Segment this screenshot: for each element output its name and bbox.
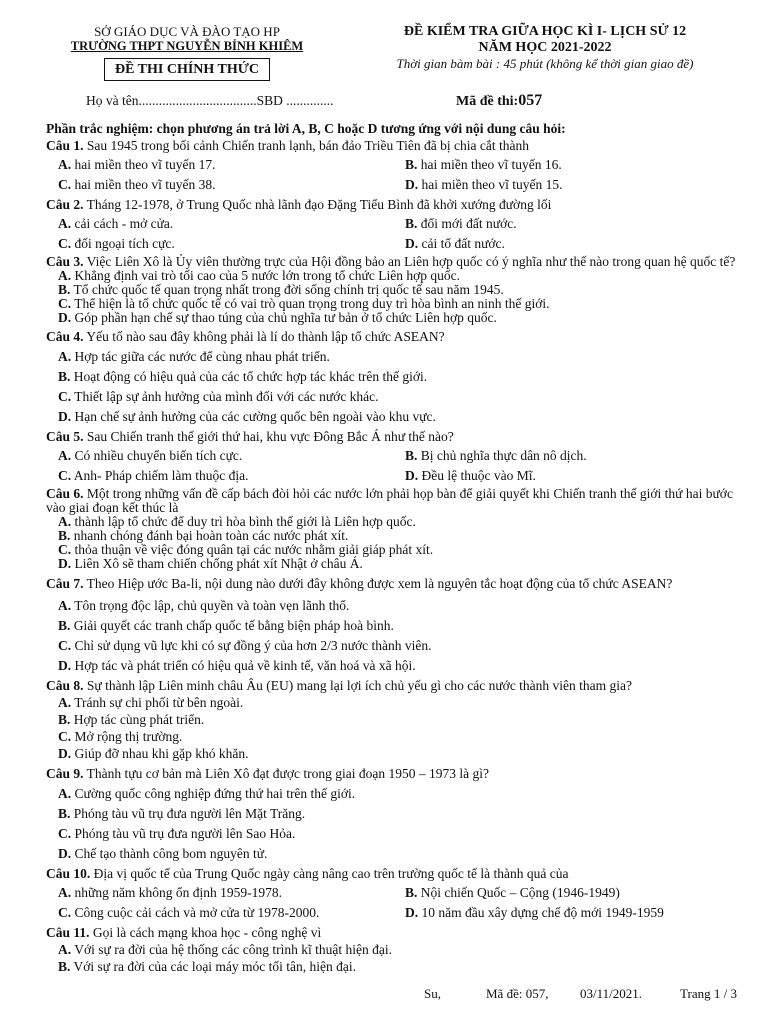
- option-text: những năm không ổn định 1959-1978.: [71, 885, 283, 900]
- option-letter: A.: [58, 786, 72, 801]
- question-number: Câu 4.: [46, 329, 84, 344]
- question-1: [46, 137, 746, 193]
- option-text: Liên Xô sẽ tham chiến chống phát xít Nhật ở châu Á.: [71, 556, 363, 571]
- option-b: [58, 805, 746, 822]
- question-stem: [46, 428, 746, 445]
- question-text: Sau 1945 trong bối cảnh Chiến tranh lạnh, bán đảo Triều Tiên đã bị chia cắt thành: [83, 138, 529, 153]
- option-text: Tránh sự chi phối từ bên ngoài.: [71, 695, 244, 710]
- department-name: SỞ GIÁO DỤC VÀ ĐÀO TẠO HP: [94, 24, 280, 39]
- option-a: [58, 447, 405, 464]
- option-letter: A.: [58, 885, 72, 900]
- question-text: Gọi là cách mạng khoa học - công nghệ vì: [89, 925, 322, 940]
- option-text: Chỉ sử dụng vũ lực khi có sự đồng ý của hơn 2/3 nước thành viên.: [71, 638, 432, 653]
- option-letter: A.: [58, 695, 72, 710]
- option-letter: D.: [405, 905, 419, 920]
- option-letter: A.: [58, 448, 72, 463]
- option-d: [405, 176, 752, 193]
- option-letter: D.: [58, 310, 72, 325]
- option-a: [58, 515, 746, 529]
- question-number: Câu 11.: [46, 925, 90, 940]
- option-text: Góp phần hạn chế sự thao túng của chủ nghĩa tư bản ở tổ chức Liên hợp quốc.: [71, 310, 497, 325]
- options: [58, 269, 746, 325]
- option-letter: A.: [58, 216, 72, 231]
- option-text: Anh- Pháp chiếm làm thuộc địa.: [71, 468, 249, 483]
- option-text: hai miền theo vĩ tuyến 16.: [417, 157, 562, 172]
- option-b: [58, 368, 746, 385]
- option-letter: A.: [58, 598, 72, 613]
- question-list: [46, 137, 746, 978]
- footer-code: Mã đề: 057,: [486, 986, 549, 1001]
- option-text: Phóng tàu vũ trụ đưa người lên Sao Hỏa.: [71, 826, 296, 841]
- option-letter: D.: [405, 236, 419, 251]
- option-letter: B.: [58, 618, 71, 633]
- option-letter: B.: [405, 885, 418, 900]
- option-text: Hợp tác và phát triển có hiệu quả về kinh tế, văn hoá và xã hội.: [71, 658, 416, 673]
- option-text: Tôn trọng độc lập, chủ quyền và toàn vẹn lãnh thổ.: [71, 598, 350, 613]
- option-letter: D.: [58, 846, 72, 861]
- question-9: [46, 765, 746, 862]
- option-letter: D.: [58, 409, 72, 424]
- question-10: [46, 865, 746, 921]
- question-11: [46, 924, 746, 975]
- option-text: Phóng tàu vũ trụ đưa người lên Mặt Trăng.: [70, 806, 306, 821]
- option-b: [405, 215, 752, 232]
- option-letter: B.: [405, 216, 418, 231]
- option-c: [58, 825, 746, 842]
- option-b: [58, 283, 746, 297]
- question-stem: [46, 137, 746, 154]
- option-text: Thiết lập sự ảnh hưởng của mình đối với các nước khác.: [71, 389, 379, 404]
- option-letter: C.: [58, 177, 72, 192]
- option-text: Giải quyết các tranh chấp quốc tế bằng biện pháp hoà bình.: [70, 618, 394, 633]
- question-text: Địa vị quốc tế của Trung Quốc ngày càng nâng cao trên trường quốc tế là thành quả của: [90, 866, 569, 881]
- option-letter: D.: [405, 468, 419, 483]
- option-text: hai miền theo vĩ tuyến 38.: [71, 177, 216, 192]
- option-b: [58, 529, 746, 543]
- option-d: [405, 904, 752, 921]
- school-year: NĂM HỌC 2021-2022: [478, 40, 612, 55]
- option-a: [58, 597, 746, 614]
- option-d: [405, 235, 752, 252]
- option-text: thành lập tổ chức để duy trì hòa bình thế giới là Liên hợp quốc.: [71, 514, 416, 529]
- question-8: [46, 677, 746, 762]
- option-text: Tổ chức quốc tế quan trọng nhất trong đời sống chính trị quốc tế sau năm 1945.: [70, 282, 504, 297]
- option-letter: A.: [58, 349, 72, 364]
- question-4: [46, 328, 746, 425]
- question-number: Câu 5.: [46, 429, 84, 444]
- options: [58, 348, 746, 425]
- option-letter: C.: [58, 542, 72, 557]
- question-number: Câu 8.: [46, 678, 84, 693]
- option-c: [58, 904, 405, 921]
- option-text: Nội chiến Quốc – Cộng (1946-1949): [417, 885, 620, 900]
- exam-code-label: Mã đề thi:: [456, 94, 519, 109]
- option-letter: D.: [58, 658, 72, 673]
- option-text: Có nhiều chuyển biến tích cực.: [71, 448, 243, 463]
- exam-title: ĐỀ KIỂM TRA GIỮA HỌC KÌ I- LỊCH SỬ 12: [403, 24, 687, 39]
- option-d: [58, 408, 746, 425]
- option-letter: B.: [405, 157, 418, 172]
- question-number: Câu 9.: [46, 766, 84, 781]
- option-b: [405, 156, 752, 173]
- option-letter: B.: [58, 528, 71, 543]
- option-b: [58, 958, 746, 975]
- option-c: [58, 388, 746, 405]
- question-number: Câu 10.: [46, 866, 91, 881]
- student-info-line: Họ và tên...................................SBD ..............: [86, 93, 334, 108]
- option-text: hai miền theo vĩ tuyến 17.: [71, 157, 216, 172]
- question-number: Câu 2.: [46, 197, 84, 212]
- options: [58, 215, 746, 252]
- option-text: Thể hiện là tổ chức quốc tế có vai trò quan trọng trong duy trì hòa bình an ninh thế giới.: [71, 296, 550, 311]
- option-letter: D.: [405, 177, 419, 192]
- option-text: Công cuộc cải cách và mở cửa từ 1978-2000.: [71, 905, 320, 920]
- option-letter: B.: [58, 369, 71, 384]
- option-letter: B.: [405, 448, 418, 463]
- time-note: Thời gian bàm bài : 45 phút (không kể thời gian giao đề): [396, 56, 694, 71]
- option-letter: B.: [58, 712, 71, 727]
- option-letter: C.: [58, 468, 72, 483]
- option-letter: C.: [58, 236, 72, 251]
- footer-page: Trang 1 / 3: [680, 986, 737, 1001]
- question-stem: [46, 865, 746, 882]
- option-text: thỏa thuận về việc đóng quân tại các nước nhằm giải giáp phát xít.: [71, 542, 434, 557]
- question-stem: [46, 328, 746, 345]
- question-stem: [46, 487, 746, 515]
- instruction: Phần trắc nghiệm: chọn phương án trả lời A, B, C hoặc D tương ứng với nội dung câu hỏi:: [46, 121, 566, 136]
- question-7: [46, 574, 746, 674]
- option-d: [405, 467, 752, 484]
- option-a: [58, 694, 746, 711]
- option-d: [58, 845, 746, 862]
- option-text: Hoạt động có hiệu quả của các tổ chức hợp tác khác trên thế giới.: [70, 369, 428, 384]
- option-letter: C.: [58, 296, 72, 311]
- options: [58, 785, 746, 862]
- option-letter: B.: [58, 959, 71, 974]
- question-5: [46, 428, 746, 484]
- option-letter: B.: [58, 282, 71, 297]
- option-text: cải cách - mở cửa.: [71, 216, 174, 231]
- option-letter: B.: [58, 806, 71, 821]
- option-letter: C.: [58, 638, 72, 653]
- option-a: [58, 348, 746, 365]
- school-name: TRƯỜNG THPT NGUYỄN BỈNH KHIÊM: [70, 39, 304, 53]
- question-text: Thành tựu cơ bản mà Liên Xô đạt được trong giai đoạn 1950 – 1973 là gì?: [83, 766, 489, 781]
- option-b: [58, 617, 746, 634]
- option-letter: C.: [58, 729, 72, 744]
- question-stem: [46, 677, 746, 694]
- question-stem: [46, 574, 746, 594]
- footer-author: Su,: [424, 986, 441, 1001]
- option-letter: C.: [58, 389, 72, 404]
- question-number: Câu 7.: [46, 576, 84, 591]
- option-c: [58, 728, 746, 745]
- question-text: Sự thành lập Liên minh châu Âu (EU) mang lại lợi ích chủ yếu gì cho các nước thành viên tham gia?: [83, 678, 633, 693]
- option-text: cải tổ đất nước.: [418, 236, 505, 251]
- option-b: [58, 711, 746, 728]
- question-text: Sau Chiến tranh thế giới thứ hai, khu vực Đông Bắc Á như thế nào?: [83, 429, 454, 444]
- question-6: [46, 487, 746, 571]
- question-stem: [46, 196, 746, 213]
- official-exam-label: ĐỀ THI CHÍNH THỨC: [104, 58, 270, 81]
- options: [58, 884, 746, 921]
- option-text: Hạn chế sự ảnh hưởng của các cường quốc bên ngoài vào khu vực.: [71, 409, 436, 424]
- option-letter: A.: [58, 157, 72, 172]
- option-d: [58, 745, 746, 762]
- option-text: Đều lệ thuộc vào Mĩ.: [418, 468, 536, 483]
- option-a: [58, 215, 405, 232]
- option-text: Hợp tác giữa các nước để cùng nhau phát triển.: [71, 349, 330, 364]
- options: [58, 597, 746, 674]
- option-d: [58, 311, 746, 325]
- header-right: [330, 24, 760, 72]
- option-text: Với sự ra đời của các loại máy móc tối tân, hiện đại.: [70, 959, 357, 974]
- option-letter: A.: [58, 268, 72, 283]
- option-a: [58, 884, 405, 901]
- option-d: [58, 557, 746, 571]
- option-text: Hợp tác cùng phát triển.: [70, 712, 205, 727]
- option-text: Bị chủ nghĩa thực dân nô dịch.: [417, 448, 587, 463]
- option-letter: C.: [58, 826, 72, 841]
- question-2: [46, 196, 746, 252]
- option-text: Với sự ra đời của hệ thống các công trình kĩ thuật hiện đại.: [71, 942, 393, 957]
- exam-code: [456, 92, 542, 110]
- options: [58, 694, 746, 762]
- footer-date: 03/11/2021.: [580, 986, 642, 1001]
- options: [58, 515, 746, 571]
- question-text: Việc Liên Xô là Ủy viên thường trực của Hội đồng bảo an Liên hợp quốc có ý nghĩa như thế nào trong quan hệ quốc tế?: [83, 254, 736, 269]
- question-text: Theo Hiệp ước Ba-li, nội dung nào dưới đây không được xem là nguyên tắc hoạt động của tổ chức ASEAN?: [83, 576, 673, 591]
- option-a: [58, 269, 746, 283]
- options: [58, 447, 746, 484]
- option-letter: D.: [58, 556, 72, 571]
- header-left: [56, 24, 318, 81]
- option-a: [58, 156, 405, 173]
- question-3: [46, 255, 746, 325]
- option-c: [58, 543, 746, 557]
- option-letter: C.: [58, 905, 72, 920]
- question-text: Tháng 12-1978, ở Trung Quốc nhà lãnh đạo Đặng Tiểu Bình đã khởi xướng đường lối: [83, 197, 552, 212]
- option-text: hai miền theo vĩ tuyến 15.: [418, 177, 563, 192]
- option-text: Khẳng định vai trò tối cao của 5 nước lớn trong tổ chức Liên hợp quốc.: [71, 268, 460, 283]
- option-c: [58, 235, 405, 252]
- option-b: [405, 447, 752, 464]
- question-text: Một trong những vấn đề cấp bách đòi hỏi các nước lớn phải họp bàn để giải quyết khi Chiến tranh thế giới thứ hai bước vào giai đoạn kết thúc là: [46, 486, 733, 515]
- option-text: Giúp đỡ nhau khi gặp khó khăn.: [71, 746, 249, 761]
- question-text: Yếu tố nào sau đây không phải là lí do thành lập tổ chức ASEAN?: [83, 329, 445, 344]
- option-text: 10 năm đầu xây dựng chế độ mới 1949-1959: [418, 905, 664, 920]
- question-number: Câu 6.: [46, 486, 84, 501]
- question-number: Câu 1.: [46, 138, 84, 153]
- option-c: [58, 467, 405, 484]
- option-letter: D.: [58, 746, 72, 761]
- option-b: [405, 884, 752, 901]
- option-text: Chế tạo thành công bom nguyên tử.: [71, 846, 268, 861]
- option-text: Mở rộng thị trường.: [71, 729, 183, 744]
- option-c: [58, 297, 746, 311]
- option-d: [58, 657, 746, 674]
- option-text: Cường quốc công nghiệp đứng thứ hai trên thế giới.: [71, 786, 356, 801]
- option-letter: A.: [58, 942, 72, 957]
- option-text: đối ngoại tích cực.: [71, 236, 175, 251]
- exam-code-value: 057: [518, 92, 543, 109]
- option-c: [58, 637, 746, 654]
- question-stem: [46, 924, 746, 941]
- option-a: [58, 785, 746, 802]
- option-text: nhanh chóng đánh bại hoàn toàn các nước phát xít.: [70, 528, 349, 543]
- options: [58, 156, 746, 193]
- options: [58, 941, 746, 975]
- question-number: Câu 3.: [46, 254, 84, 269]
- option-c: [58, 176, 405, 193]
- question-stem: [46, 255, 746, 269]
- question-stem: [46, 765, 746, 782]
- option-letter: A.: [58, 514, 72, 529]
- option-text: đổi mới đất nước.: [417, 216, 517, 231]
- option-a: [58, 941, 746, 958]
